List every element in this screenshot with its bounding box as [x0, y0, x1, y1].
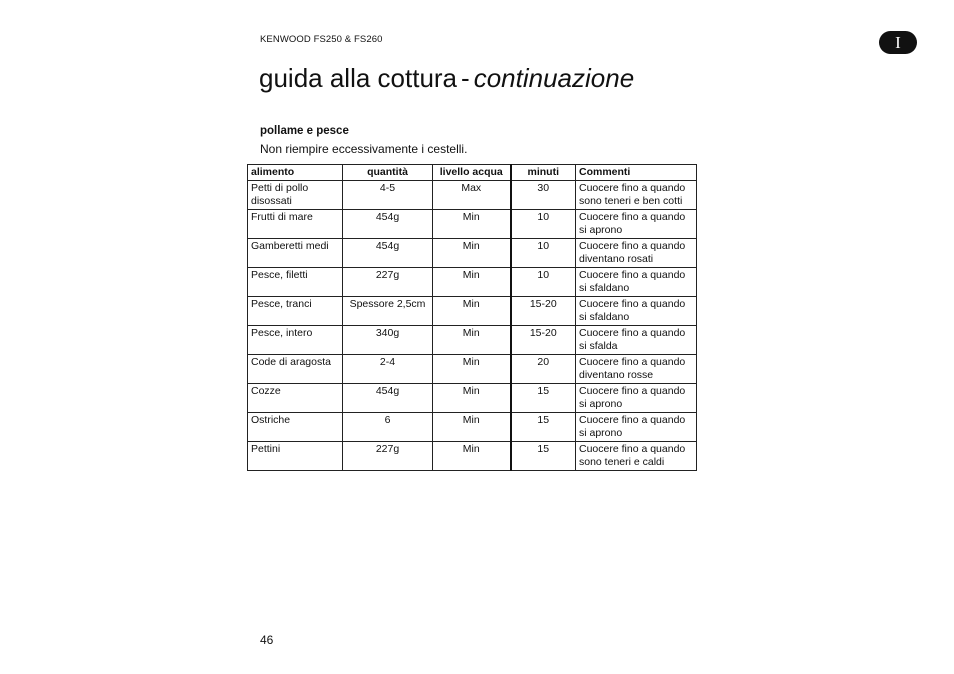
cell-minutes: 15-20: [511, 297, 576, 326]
cell-water-level: Min: [433, 210, 511, 239]
cell-comment: Cuocere fino a quando si aprono: [576, 384, 697, 413]
cell-water-level: Min: [433, 384, 511, 413]
section-heading: pollame e pesce: [260, 125, 349, 137]
cell-quantity: 6: [343, 413, 433, 442]
table-row: [248, 413, 697, 442]
cell-comment: Cuocere fino a quando si sfaldano: [576, 297, 697, 326]
cell-quantity: 454g: [343, 384, 433, 413]
cell-food: Cozze: [248, 384, 343, 413]
cell-food: Frutti di mare: [248, 210, 343, 239]
column-header-water-level: livello acqua: [433, 165, 511, 181]
cell-minutes: 30: [511, 181, 576, 210]
cell-food: Pesce, intero: [248, 326, 343, 355]
cell-minutes: 10: [511, 268, 576, 297]
column-header-comments: Commenti: [576, 165, 697, 181]
cell-food: Gamberetti medi: [248, 239, 343, 268]
column-header-minutes: minuti: [511, 165, 576, 181]
cell-comment: Cuocere fino a quando diventano rosati: [576, 239, 697, 268]
cell-water-level: Max: [433, 181, 511, 210]
column-header-quantity: quantità: [343, 165, 433, 181]
table-row: [248, 210, 697, 239]
cell-quantity: 454g: [343, 210, 433, 239]
cell-food: Code di aragosta: [248, 355, 343, 384]
cell-quantity: 340g: [343, 326, 433, 355]
cell-water-level: Min: [433, 442, 511, 471]
cell-quantity: 4-5: [343, 181, 433, 210]
table-row: [248, 297, 697, 326]
table-row: [248, 181, 697, 210]
cell-comment: Cuocere fino a quando sono teneri e caldi: [576, 442, 697, 471]
cell-minutes: 20: [511, 355, 576, 384]
cell-water-level: Min: [433, 355, 511, 384]
cell-minutes: 15: [511, 384, 576, 413]
table-row: [248, 239, 697, 268]
cell-comment: Cuocere fino a quando si aprono: [576, 210, 697, 239]
table-header-row: [248, 165, 697, 181]
cell-food: Ostriche: [248, 413, 343, 442]
cell-comment: Cuocere fino a quando si sfaldano: [576, 268, 697, 297]
cell-comment: Cuocere fino a quando si sfalda: [576, 326, 697, 355]
table-row: [248, 326, 697, 355]
page-title: [259, 60, 634, 96]
cell-minutes: 10: [511, 239, 576, 268]
page-title-separator: -: [461, 63, 470, 93]
page-title-main: guida alla cottura: [259, 63, 458, 93]
cell-minutes: 15-20: [511, 326, 576, 355]
cell-comment: Cuocere fino a quando si aprono: [576, 413, 697, 442]
cell-comment: Cuocere fino a quando diventano rosse: [576, 355, 697, 384]
cell-food: Pettini: [248, 442, 343, 471]
cell-water-level: Min: [433, 297, 511, 326]
header-model-name: KENWOOD FS250 & FS260: [260, 34, 383, 45]
cell-food: Pesce, filetti: [248, 268, 343, 297]
table-row: [248, 355, 697, 384]
cell-food: Pesce, tranci: [248, 297, 343, 326]
cell-quantity: 227g: [343, 268, 433, 297]
cell-quantity: 2-4: [343, 355, 433, 384]
cell-quantity: 454g: [343, 239, 433, 268]
column-header-food: alimento: [248, 165, 343, 181]
table-row: [248, 268, 697, 297]
page-number: 46: [260, 633, 274, 647]
cooking-table: [247, 164, 697, 471]
language-badge: I: [879, 31, 917, 54]
cell-water-level: Min: [433, 239, 511, 268]
cell-water-level: Min: [433, 326, 511, 355]
cell-water-level: Min: [433, 413, 511, 442]
page-title-italic: continuazione: [473, 63, 635, 93]
cell-minutes: 15: [511, 413, 576, 442]
cell-quantity: 227g: [343, 442, 433, 471]
cell-minutes: 10: [511, 210, 576, 239]
cell-food: Petti di pollo disossati: [248, 181, 343, 210]
cell-minutes: 15: [511, 442, 576, 471]
cell-comment: Cuocere fino a quando sono teneri e ben cotti: [576, 181, 697, 210]
cell-water-level: Min: [433, 268, 511, 297]
table-row: [248, 442, 697, 471]
section-note: Non riempire eccessivamente i cestelli.: [260, 142, 468, 156]
table-row: [248, 384, 697, 413]
cell-quantity: Spessore 2,5cm: [343, 297, 433, 326]
